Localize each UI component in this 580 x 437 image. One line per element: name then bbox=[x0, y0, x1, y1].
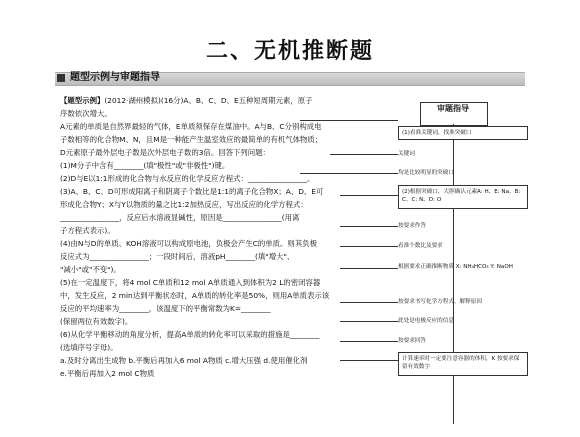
example-line: (选填序号字母)。 bbox=[60, 343, 118, 352]
example-line: e.平衡后再加入2 mol C物质 bbox=[60, 369, 155, 378]
guide-note: 计算速率时一定要注意容器的体积，K 按要求保留有效数字 bbox=[398, 352, 528, 376]
example-line: D元素原子最外层电子数是次外层电子数的3倍。回答下列问题： bbox=[60, 148, 270, 157]
guide-note: 均是比较明显的突破口 bbox=[398, 170, 454, 176]
example-line: 子方程式表示)。 bbox=[60, 226, 115, 235]
example-line: (5)在一定温度下，将4 mol C单质和12 mol A单质通入到体积为2 L的密闭容器 bbox=[60, 278, 321, 287]
example-line: 反应式为________________；一段时间后，溶液pH________(填"增大"、 bbox=[60, 252, 295, 261]
square-bullet-icon bbox=[57, 74, 65, 82]
example-line: (4)由N与D的单质、KOH溶液可以构成原电池，负极会产生C的单质。则其负极 bbox=[60, 239, 317, 248]
example-line: (1)M分子中含有________(填"极性"或"非极性")键。 bbox=[60, 161, 230, 170]
example-line: (6)从化学平衡移动的角度分析，提高A单质的转化率可以采取的措施是________ bbox=[60, 330, 320, 339]
example-line: (保留两位有效数字)。 bbox=[60, 317, 133, 326]
example-line: 序数依次增大。 bbox=[60, 109, 112, 118]
guide-note: 按要求书写化学方程式，解释原因 bbox=[398, 299, 482, 305]
leader-line bbox=[340, 226, 398, 227]
example-line: 中，发生反应，2 min达到平衡状态时，A单质的转化率是50%，则用A单质表示该 bbox=[60, 291, 330, 300]
example-line: a.及时分离出生成物 b.平衡后再加入6 mol A物质 c.增大压强 d.使用催化剂 bbox=[60, 356, 308, 365]
example-line: 形成化合物Y；X与Y以物质的量之比1:2加热反应，写出反应的化学方程式： bbox=[60, 200, 308, 209]
example-line: A元素的单质是自然界最轻的气体，E单质须保存在煤油中。A与B、C分别构成电 bbox=[60, 122, 322, 131]
guide-note: 关键词 bbox=[398, 151, 415, 157]
example-text bbox=[60, 94, 360, 380]
guide-note: (1)看准关键词，找准突破口 bbox=[398, 126, 528, 140]
guide-note: 此处是电极反应的信息 bbox=[398, 318, 454, 324]
leader-line bbox=[340, 268, 398, 269]
page-title: 二、无机推断题 bbox=[205, 38, 374, 64]
leader-line bbox=[300, 120, 398, 121]
example-line: 子数相等的化合物M、N，且M是一种能产生温室效应的最简单的有机气体物质； bbox=[60, 135, 323, 144]
leader-line bbox=[340, 341, 398, 342]
example-label: 【题型示例】 bbox=[60, 96, 105, 105]
leader-line bbox=[330, 154, 398, 155]
example-line: (2)D与E以1:1形成的化合物与水反应的化学反应方程式：________________。 bbox=[60, 174, 315, 183]
leader-line bbox=[340, 321, 398, 322]
leader-line bbox=[340, 195, 398, 196]
example-line: 反应的平均速率为________，该温度下的平衡常数为K=________ bbox=[60, 304, 271, 313]
leader-line bbox=[300, 173, 398, 174]
guide-note: 看准个数比及要求 bbox=[398, 243, 443, 249]
guide-note: 按要求作答 bbox=[398, 223, 426, 229]
leader-line bbox=[340, 302, 398, 303]
guide-note: 根据要求正确推断物质 X: NH₄HCO₃ Y: NaOH bbox=[398, 264, 513, 270]
leader-line bbox=[340, 360, 398, 361]
section-heading: 题型示例与审题指导 bbox=[70, 72, 160, 83]
example-line: "减小"或"不变")。 bbox=[60, 265, 121, 274]
example-line: 【题型示例】(2012·湖州模拟)(16分)A、B、C、D、E五种短周期元素，原子 bbox=[60, 96, 313, 105]
example-line: (3)A、B、C、D可形成阳离子和阴离子个数比是1:1的离子化合物X；A、D、E可 bbox=[60, 187, 324, 196]
leader-line bbox=[340, 246, 398, 247]
example-line: ________________，反应后水溶液显碱性，原因是________________(用离 bbox=[60, 213, 300, 222]
guide-note: (2)根据突破口，大胆确认元素A: H、E: Na、B: C、C: N、D: O bbox=[398, 185, 528, 209]
guide-note: 按要求回答 bbox=[398, 338, 426, 344]
guide-header: 审题指导 bbox=[437, 104, 469, 113]
